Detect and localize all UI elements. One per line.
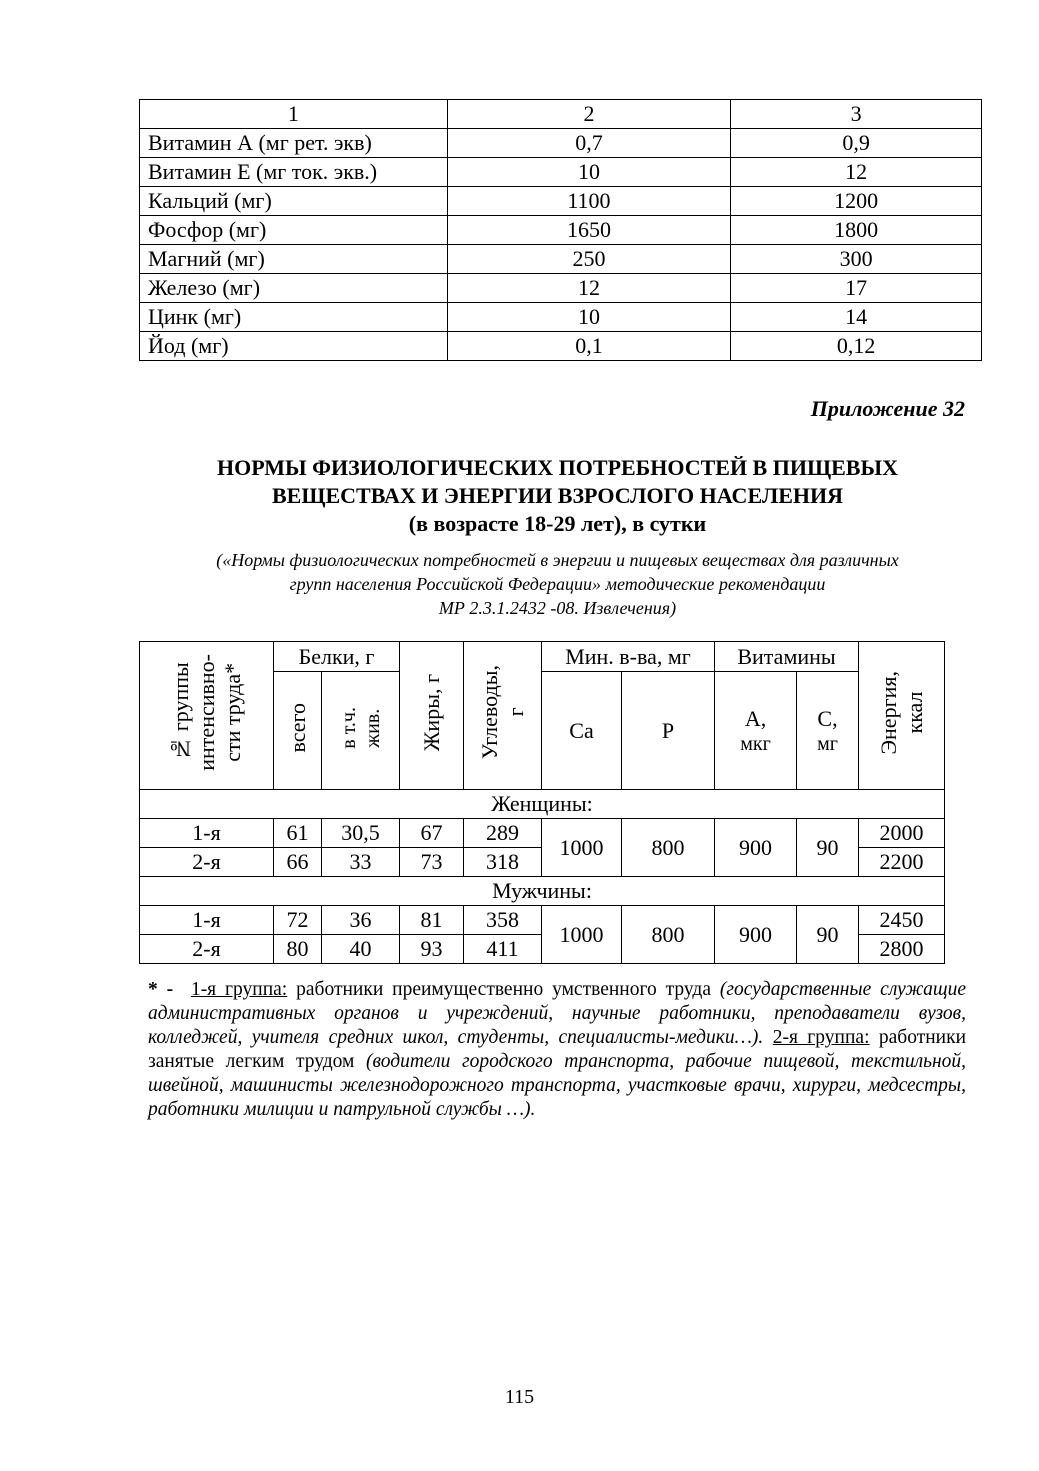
header-proteins-total-text: всего <box>284 702 310 753</box>
women-vit-c: 90 <box>797 819 859 877</box>
men-row-2-energy: 2800 <box>859 935 945 964</box>
nutrient-name-cell: Йод (мг) <box>140 332 448 361</box>
footnote <box>148 978 966 1122</box>
header-carbs-line-1: Углеводы, <box>476 665 502 760</box>
header-minerals: Мин. в-ва, мг <box>542 642 715 672</box>
men-row-1-energy: 2450 <box>859 906 945 935</box>
nutrient-name-cell: Цинк (мг) <box>140 303 448 332</box>
women-row-2-animal: 33 <box>322 848 400 877</box>
nutrient-table-continuation <box>139 99 982 361</box>
men-row-2-carbs: 411 <box>464 935 542 964</box>
source-line-2: групп населения Российской Федерации» методические рекомендации <box>289 574 826 594</box>
header-group-line-3: сти труда* <box>219 663 245 762</box>
footnote-group-2-examples: (водители городского транспорта, рабочие пищевой, текстильной, швейной, машинисты железнодорожного транспорта, участковые врачи, хирурги, медсестры, работники милиции и патрульной службы …). <box>148 1051 966 1120</box>
header-vit-a <box>715 672 797 790</box>
header-vit-c-line-1: С, <box>817 705 838 731</box>
source-note <box>120 548 995 620</box>
header-ca: Са <box>542 672 622 790</box>
nutrient-value-cell: 0,9 <box>731 129 982 158</box>
nutrient-value-cell: 1650 <box>447 216 731 245</box>
nutrient-table-row <box>140 129 982 158</box>
nutrient-table-row <box>140 158 982 187</box>
nutrient-value-cell: 250 <box>447 245 731 274</box>
men-row-1-fats: 81 <box>400 906 464 935</box>
nutrient-table-row <box>140 303 982 332</box>
men-row-2-fats: 93 <box>400 935 464 964</box>
header-vitamins: Витамины <box>715 642 859 672</box>
footnote-marker: * - <box>148 979 174 1000</box>
women-row-1-total: 61 <box>274 819 322 848</box>
women-row-2-energy: 2200 <box>859 848 945 877</box>
men-row-1-total: 72 <box>274 906 322 935</box>
header-p: Р <box>622 672 715 790</box>
nutrient-table-body <box>140 100 982 361</box>
nutrient-table-row <box>140 187 982 216</box>
appendix-label: Приложение 32 <box>810 396 965 421</box>
page-title <box>100 454 1015 538</box>
nutrient-name-cell: Магний (мг) <box>140 245 448 274</box>
footnote-group-1-label: 1-я группа: <box>190 979 288 1000</box>
men-ca: 1000 <box>542 906 622 964</box>
women-row-1-carbs: 289 <box>464 819 542 848</box>
nutrient-name-cell: Фосфор (мг) <box>140 216 448 245</box>
men-row-2-group: 2-я <box>140 935 274 964</box>
footnote-group-1-text: работники преимущественно умственного труда <box>287 979 720 1000</box>
nutrient-table-row <box>140 216 982 245</box>
nutrient-table-row <box>140 332 982 361</box>
header-energy-line-2: ккал <box>901 691 927 734</box>
header-vit-c <box>797 672 859 790</box>
footnote-group-1-examples: (государственные служащие административных органов и учреждений, научные работники, преподаватели вузов, колледжей, учителя средних школ, студенты, специалисты-медики…). <box>148 979 967 1048</box>
nutrient-name-cell: Железо (мг) <box>140 274 448 303</box>
nutrient-table-header-cell: 3 <box>731 100 982 129</box>
women-vit-a: 900 <box>715 819 797 877</box>
source-line-1: («Нормы физиологических потребностей в энергии и пищевых веществах для различных <box>216 550 899 570</box>
nutrient-value-cell: 12 <box>447 274 731 303</box>
header-proteins-total <box>274 672 322 790</box>
women-row-2-fats: 73 <box>400 848 464 877</box>
title-line-2: ВЕЩЕСТВАХ И ЭНЕРГИИ ВЗРОСЛОГО НАСЕЛЕНИЯ <box>271 483 844 508</box>
nutrient-name-cell: Витамин А (мг рет. экв) <box>140 129 448 158</box>
footnote-group-2-label: 2-я группа: <box>772 1027 870 1048</box>
nutrient-value-cell: 12 <box>731 158 982 187</box>
header-vit-a-line-1: А, <box>744 705 767 731</box>
title-line-3: (в возрасте 18-29 лет), в сутки <box>408 511 707 536</box>
nutrient-table-header-row <box>140 100 982 129</box>
nutrient-value-cell: 10 <box>447 303 731 332</box>
women-p: 800 <box>622 819 715 877</box>
nutrient-table-row <box>140 274 982 303</box>
header-energy-line-1: Энергия, <box>875 670 901 755</box>
header-fats <box>400 642 464 790</box>
footnote-group-2-text: работники занятые легким трудом <box>148 1027 967 1072</box>
section-men: Мужчины: <box>140 877 945 906</box>
norms-table <box>139 641 945 964</box>
nutrient-value-cell: 300 <box>731 245 982 274</box>
header-group-line-2: интенсивно- <box>193 654 219 771</box>
men-row-1-animal: 36 <box>322 906 400 935</box>
women-row-1-energy: 2000 <box>859 819 945 848</box>
nutrient-table-row <box>140 245 982 274</box>
header-vit-a-line-2: мкг <box>740 732 771 755</box>
nutrient-value-cell: 0,7 <box>447 129 731 158</box>
men-row-1-carbs: 358 <box>464 906 542 935</box>
header-fats-text: Жиры, г <box>418 673 444 752</box>
women-row-1-animal: 30,5 <box>322 819 400 848</box>
header-proteins-animal-line-1: в т.ч. <box>337 706 360 749</box>
page-number: 115 <box>504 1386 535 1408</box>
men-row-2-total: 80 <box>274 935 322 964</box>
nutrient-value-cell: 17 <box>731 274 982 303</box>
source-line-3: МР 2.3.1.2432 -08. Извлечения) <box>438 598 677 618</box>
header-group <box>140 642 274 790</box>
women-ca: 1000 <box>542 819 622 877</box>
nutrient-value-cell: 10 <box>447 158 731 187</box>
nutrient-table-header-cell: 2 <box>447 100 731 129</box>
header-carbs <box>464 642 542 790</box>
women-row-1-fats: 67 <box>400 819 464 848</box>
header-proteins-animal <box>322 672 400 790</box>
nutrient-table-header-cell: 1 <box>140 100 448 129</box>
nutrient-value-cell: 1200 <box>731 187 982 216</box>
nutrient-value-cell: 0,12 <box>731 332 982 361</box>
header-carbs-line-2: г <box>502 707 528 718</box>
nutrient-name-cell: Витамин Е (мг ток. экв.) <box>140 158 448 187</box>
nutrient-value-cell: 14 <box>731 303 982 332</box>
header-proteins: Белки, г <box>274 642 400 672</box>
women-row-1-group: 1-я <box>140 819 274 848</box>
men-vit-c: 90 <box>797 906 859 964</box>
women-row-2-carbs: 318 <box>464 848 542 877</box>
nutrient-value-cell: 0,1 <box>447 332 731 361</box>
header-energy <box>859 642 945 790</box>
section-women: Женщины: <box>140 790 945 819</box>
nutrient-value-cell: 1100 <box>447 187 731 216</box>
women-row-2-total: 66 <box>274 848 322 877</box>
header-proteins-animal-line-2: жив. <box>361 708 384 747</box>
men-p: 800 <box>622 906 715 964</box>
header-group-line-1: № группы <box>167 662 193 763</box>
men-row-2-animal: 40 <box>322 935 400 964</box>
men-row-1-group: 1-я <box>140 906 274 935</box>
nutrient-name-cell: Кальций (мг) <box>140 187 448 216</box>
nutrient-value-cell: 1800 <box>731 216 982 245</box>
women-row-2-group: 2-я <box>140 848 274 877</box>
men-vit-a: 900 <box>715 906 797 964</box>
header-vit-c-line-2: мг <box>817 732 838 755</box>
title-line-1: НОРМЫ ФИЗИОЛОГИЧЕСКИХ ПОТРЕБНОСТЕЙ В ПИЩЕВЫХ <box>217 455 898 480</box>
